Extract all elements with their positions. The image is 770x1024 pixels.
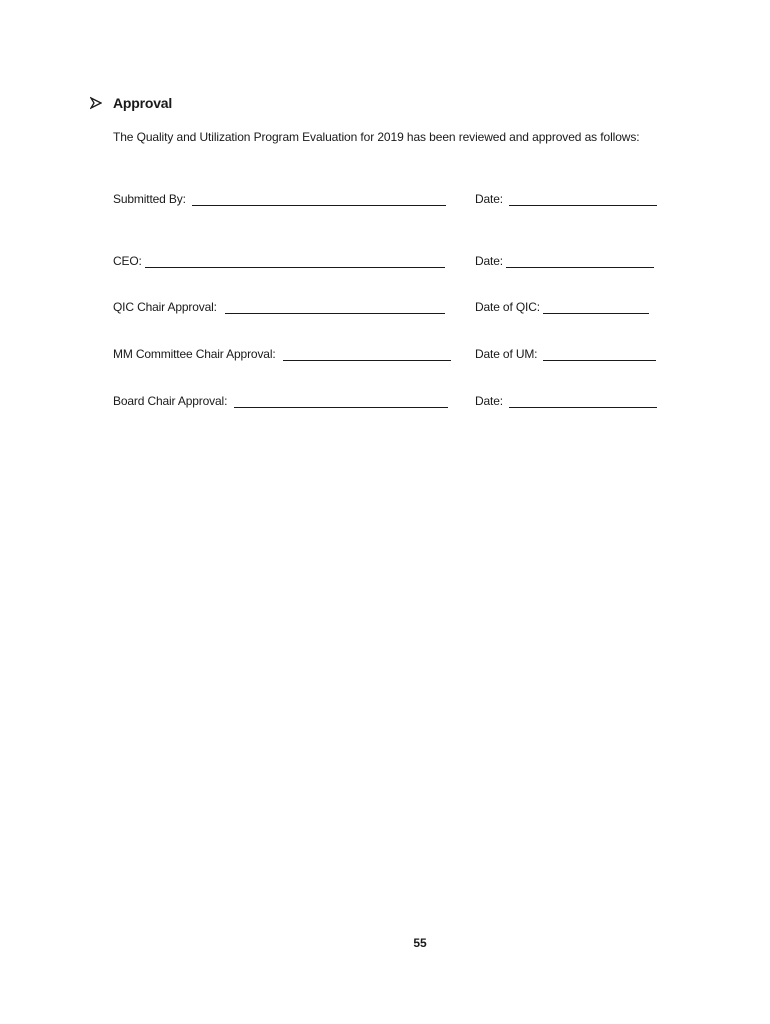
section-heading — [90, 95, 172, 111]
qic-chair-signature-line[interactable] — [225, 301, 445, 314]
signature-row-mm-committee-chair — [113, 347, 673, 363]
board-date-field — [475, 394, 657, 408]
submitted-date-line[interactable] — [509, 193, 657, 206]
submitted-date-field — [475, 192, 657, 206]
mm-committee-chair-label: MM Committee Chair Approval: — [113, 347, 276, 361]
board-chair-field — [113, 394, 448, 408]
submitted-by-label: Submitted By: — [113, 192, 186, 206]
um-date-label: Date of UM: — [475, 347, 538, 361]
mm-committee-chair-field — [113, 347, 451, 361]
um-date-field — [475, 347, 656, 361]
board-date-label: Date: — [475, 394, 503, 408]
submitted-by-signature-line[interactable] — [192, 193, 446, 206]
page-number: 55 — [413, 936, 427, 950]
ceo-date-label: Date: — [475, 254, 503, 268]
qic-date-label: Date of QIC: — [475, 300, 540, 314]
submitted-by-field — [113, 192, 446, 206]
submitted-date-label: Date: — [475, 192, 503, 206]
qic-chair-label: QIC Chair Approval: — [113, 300, 217, 314]
ceo-date-line[interactable] — [506, 255, 654, 268]
board-date-line[interactable] — [509, 395, 657, 408]
mm-committee-chair-signature-line[interactable] — [283, 348, 451, 361]
signature-row-ceo — [113, 254, 673, 270]
board-chair-signature-line[interactable] — [234, 395, 448, 408]
ceo-field — [113, 254, 445, 268]
ceo-label: CEO: — [113, 254, 142, 268]
signature-row-submitted-by — [113, 192, 673, 208]
qic-date-field — [475, 300, 649, 314]
um-date-line[interactable] — [543, 348, 656, 361]
intro-paragraph: The Quality and Utilization Program Evaluation for 2019 has been reviewed and approved as follows: — [113, 130, 640, 144]
ceo-date-field — [475, 254, 654, 268]
ceo-signature-line[interactable] — [145, 255, 445, 268]
signature-row-qic-chair — [113, 300, 673, 316]
qic-chair-field — [113, 300, 445, 314]
arrowhead-bullet-icon — [90, 96, 102, 110]
board-chair-label: Board Chair Approval: — [113, 394, 228, 408]
qic-date-line[interactable] — [543, 301, 649, 314]
section-title: Approval — [113, 95, 173, 111]
signature-row-board-chair — [113, 394, 673, 410]
